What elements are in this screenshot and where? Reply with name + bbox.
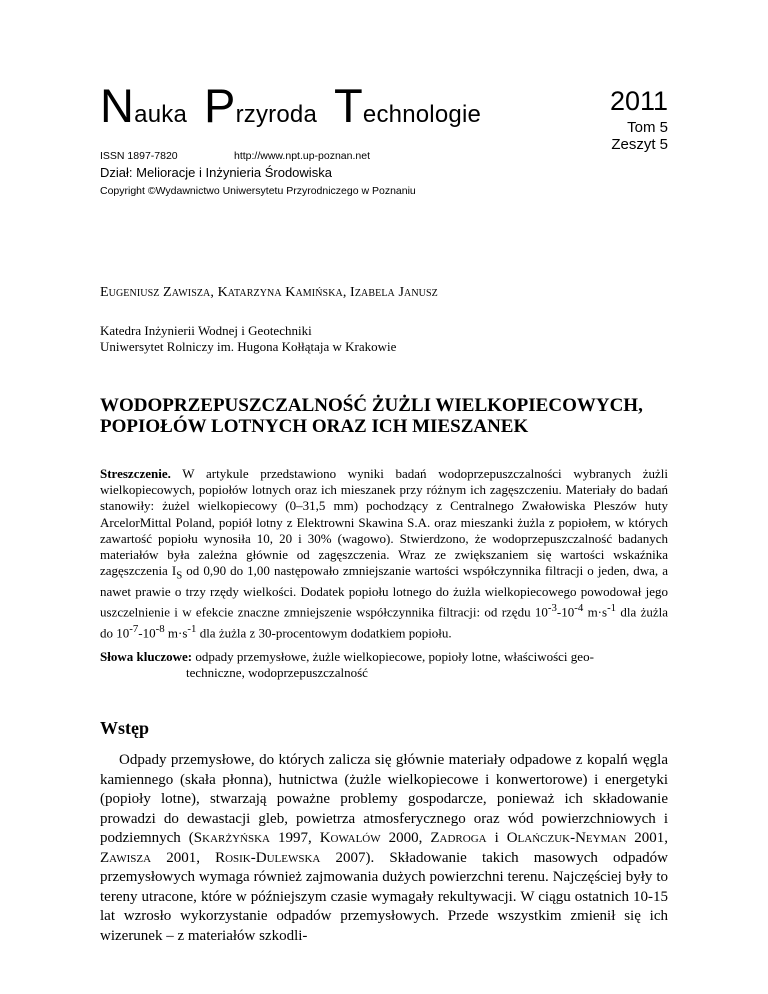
journal-word-technologie: echnologie <box>362 101 482 128</box>
intro-paragraph <box>100 751 668 946</box>
intro-text: Odpady przemysłowe, do których zalicza się głównie materiały odpadowe z kopalń węgla kamiennego (skała płonna), hutnictwa (żużle wielkopiecowe i konwertorowe) i energetyki (popioły lotne), stwarzają poważne problemy gospodarcze, ponieważ ich składowanie prowadzi do dewastacji gleb, powietrza atmosferycznego oraz wód powierzchniowych i podziemnych ( <box>100 752 668 846</box>
paper-title-line2: POPIOŁÓW LOTNYCH ORAZ ICH MIESZANEK <box>100 416 529 437</box>
intro-text: 2001, <box>626 830 668 846</box>
keywords-line1: odpady przemysłowe, żużle wielkopiecowe, popioły lotne, właściwości geo- <box>192 649 594 664</box>
abstract-superscript: -7 <box>129 622 139 635</box>
citation: Zawisza <box>100 849 152 866</box>
abstract-text: m·s <box>164 625 188 641</box>
abstract-text: dla żużla z 30-procentowym dodatkiem popiołu. <box>196 625 452 641</box>
paper-title-line1: WODOPRZEPUSZCZALNOŚĆ ŻUŻLI WIELKOPIECOWYCH, <box>100 395 643 416</box>
journal-word-nauka: auka <box>134 101 187 128</box>
journal-initial-p: P <box>204 79 236 132</box>
citation: Kowalów <box>319 830 381 846</box>
abstract-text: -10 <box>138 625 156 641</box>
section-heading-wstep: Wstęp <box>100 718 149 738</box>
keywords-line2: techniczne, wodoprzepuszczalność <box>186 665 368 680</box>
journal-issue: Zeszyt 5 <box>611 136 668 153</box>
issn: ISSN 1897-7820 <box>100 150 178 162</box>
abstract-superscript: -1 <box>187 622 197 635</box>
citation: Rosik-Dulewska <box>215 849 321 866</box>
abstract-text: od 0,90 do 1,00 następowało zmniejszanie wartości współczynnika filtracji o jeden, dwa, a nawet prawie o trzy rzędy wielkości. Dodatek popiołu lotnego do żużla wielkopiecowego powodował jego uszczelnienie i w efekcie znaczne zmniejszenie współczynnika filtracji: od rzędu 10 <box>100 563 668 620</box>
journal-year: 2011 <box>609 86 668 116</box>
keywords <box>100 649 668 681</box>
journal-url[interactable]: http://www.npt.up-poznan.net <box>234 150 371 162</box>
affiliation-department: Katedra Inżynierii Wodnej i Geotechniki <box>100 323 312 338</box>
section-label: Dział: Melioracje i Inżynieria Środowiska <box>100 165 332 180</box>
intro-text: 2007). Składowanie takich masowych odpadów przemysłowych wymaga również zajmowania dużych powierzchni terenu. Najczęściej były to tereny utracone, które w późniejszym czasie wymagały rekultywacji. W ciągu ostatnich 10-15 lat wzrosło wykorzystanie odpadów przemysłowych. Przede wszystkim zmienił się ich wizerunek – z materiałów szkodli- <box>100 849 668 944</box>
abstract-text: -10 <box>556 604 575 620</box>
citation: Skarżyńska <box>193 830 270 846</box>
journal-initial-n: N <box>100 79 135 132</box>
journal-volume: Tom 5 <box>627 119 668 136</box>
keywords-label: Słowa kluczowe: <box>100 649 193 664</box>
paper-title <box>100 395 680 437</box>
abstract-text: m·s <box>583 604 608 620</box>
affiliation-university: Uniwersytet Rolniczy im. Hugona Kołłątaja w Krakowie <box>100 339 397 354</box>
journal-word-przyroda: rzyroda <box>235 101 317 128</box>
abstract-superscript: -8 <box>155 622 165 635</box>
journal-title <box>100 79 482 132</box>
citation: Olańczuk-Neyman <box>506 830 627 846</box>
intro-text: 2001, <box>151 849 216 866</box>
affiliation <box>100 323 396 355</box>
abstract-superscript: -1 <box>607 602 617 615</box>
abstract-subscript: S <box>176 569 183 582</box>
authors: Eugeniusz Zawisza, Katarzyna Kamińska, Izabela Janusz <box>100 285 438 300</box>
copyright: Copyright ©Wydawnictwo Uniwersytetu Przyrodniczego w Poznaniu <box>100 185 416 197</box>
abstract <box>100 466 668 641</box>
intro-text: 1997, <box>269 830 320 846</box>
citation: Zadroga <box>430 830 487 846</box>
abstract-label: Streszczenie. <box>100 466 171 481</box>
intro-text: i <box>486 830 507 846</box>
abstract-text: W artykule przedstawiono wyniki badań wodoprzepuszczalności wybranych żużli wielkopiecowych, popiołów lotnych oraz ich mieszanek przy różnym ich zagęszczeniu. Materiały do badań stanowiły: żużel wielkopiecowy (0–31,5 mm) pochodzący z Centralnego Zwałowiska Pleszów huty ArcelorMittal Poland, popiół lotny z Elektrowni Skawina S.A. oraz mieszanki żużla z popiołem, w których zawartość popiołu wynosiła 10, 20 i 30% (wagowo). Stwierdzono, że wodoprzepuszczalność badanych materiałów była zależna głównie od zagęszczenia. Wraz ze zwiększaniem się wartości wskaźnika zagęszczenia I <box>100 466 668 579</box>
abstract-text: dla żużla do 10 <box>100 604 668 641</box>
abstract-superscript: -3 <box>547 602 557 615</box>
intro-text: 2000, <box>380 830 431 846</box>
journal-initial-t: T <box>334 79 363 132</box>
abstract-superscript: -4 <box>574 602 584 615</box>
